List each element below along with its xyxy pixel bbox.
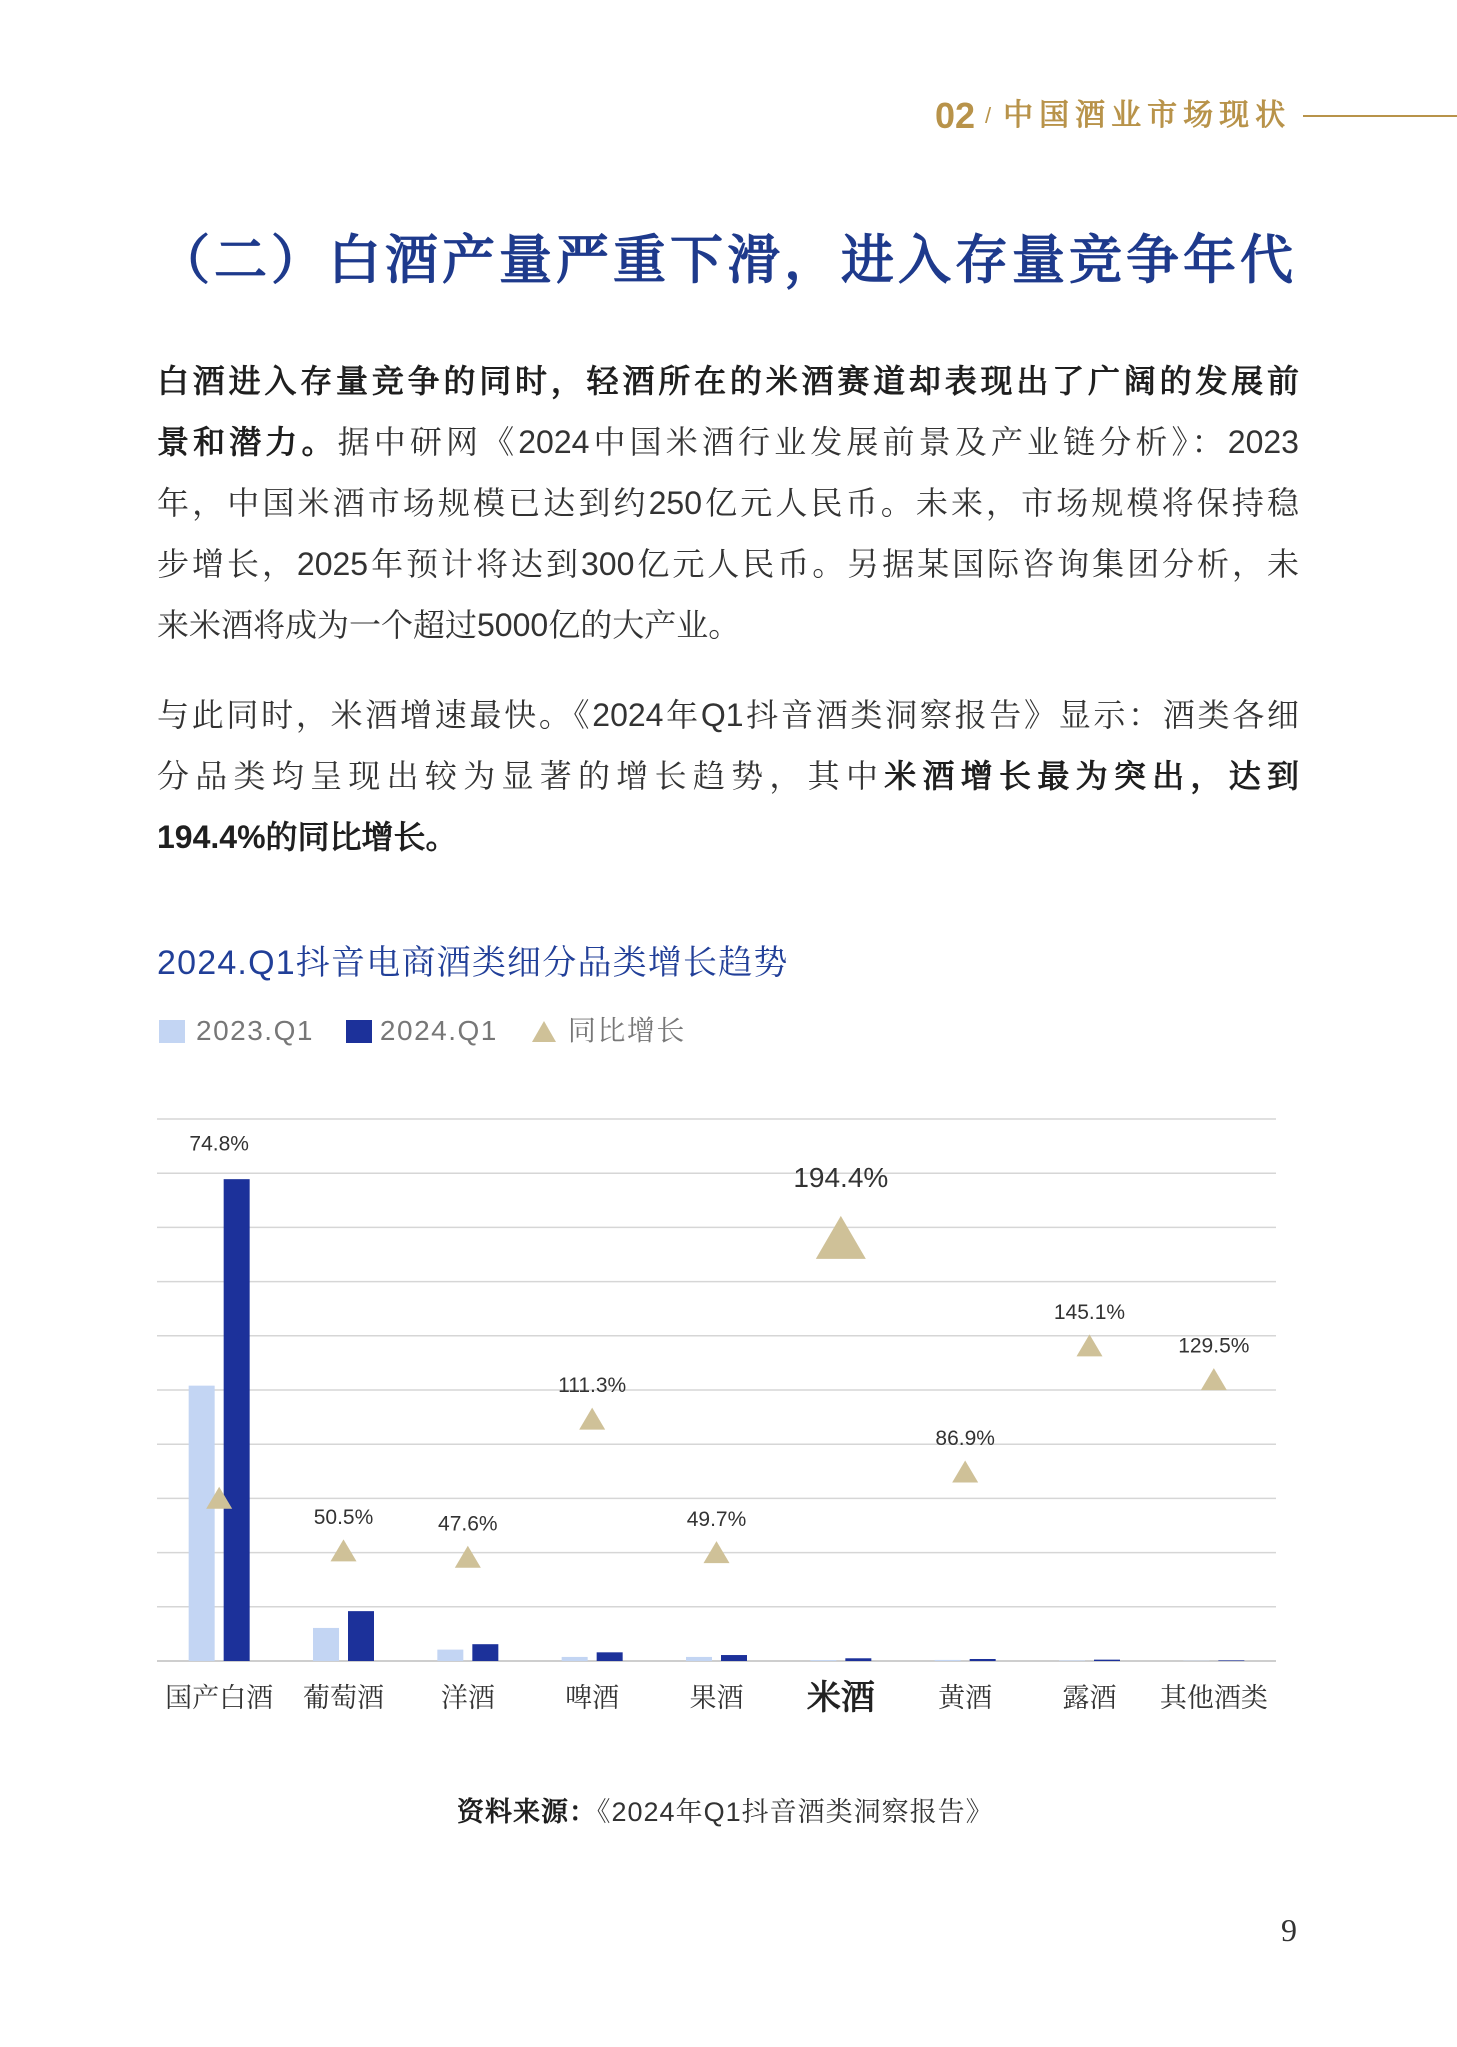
chapter-separator: /	[985, 103, 992, 128]
paragraph-line	[157, 351, 1299, 412]
bar-2024q1-6	[970, 1659, 996, 1661]
bar-2023q1-5	[810, 1660, 836, 1661]
category-label-8: 其他酒类	[1159, 1683, 1268, 1713]
growth-label-6: 86.9%	[935, 1427, 995, 1451]
legend-label-2024q1: 2024.Q1	[379, 1015, 498, 1046]
legend-item-2023q1	[159, 1016, 314, 1046]
growth-marker-5	[816, 1216, 866, 1259]
growth-marker-6	[952, 1461, 978, 1483]
triangle-marker-icon	[532, 1021, 556, 1042]
growth-label-7: 145.1%	[1053, 1300, 1126, 1324]
bar-2024q1-3	[597, 1652, 623, 1661]
growth-marker-7	[1077, 1334, 1103, 1356]
growth-marker-1	[331, 1539, 357, 1561]
bar-2023q1-7	[1059, 1660, 1085, 1661]
growth-label-0: 74.8%	[189, 1132, 249, 1156]
category-label-5: 米酒	[806, 1679, 875, 1717]
legend-swatch-2024q1	[346, 1020, 372, 1043]
bold-text: 白酒进入存量竞争的同时，轻酒所在的米酒赛道却表现出了广阔的发展前	[157, 363, 1299, 399]
bar-2023q1-4	[686, 1657, 712, 1661]
legend-item-2024q1	[346, 1016, 498, 1046]
bar-2023q1-2	[437, 1650, 463, 1661]
growth-label-4: 49.7%	[686, 1507, 747, 1531]
growth-label-1: 50.5%	[313, 1506, 374, 1530]
category-label-0: 国产白酒	[165, 1683, 274, 1713]
paragraph-line: 来米酒将成为一个超过5000亿的大产业。	[157, 607, 741, 643]
legend-label-yoy-growth: 同比增长	[567, 1015, 686, 1046]
growth-marker-8	[1201, 1368, 1227, 1390]
body-text: 据中研网《2024中国米酒行业发展前景及产业链分析》：2023	[337, 424, 1299, 460]
chapter-header	[935, 96, 1457, 136]
bar-2024q1-5	[845, 1658, 871, 1661]
legend-swatch-2023q1	[159, 1020, 185, 1043]
category-label-2: 洋酒	[440, 1683, 495, 1713]
chart-title: 2024.Q1抖音电商酒类细分品类增长趋势	[157, 944, 789, 982]
header-rule	[1303, 115, 1457, 117]
bar-2024q1-1	[348, 1611, 374, 1661]
category-label-7: 露酒	[1062, 1683, 1117, 1713]
bar-2023q1-3	[562, 1657, 588, 1661]
paragraph-line	[157, 807, 1299, 868]
paragraph-line	[157, 412, 1299, 473]
bold-text: 米酒增长最为突出，达到	[884, 758, 1299, 794]
growth-paragraph	[157, 685, 1299, 868]
growth-label-8: 129.5%	[1178, 1334, 1250, 1358]
legend-label-2023q1: 2023.Q1	[196, 1015, 314, 1046]
bar-2023q1-1	[313, 1628, 339, 1661]
paragraph-line: 步增长，2025年预计将达到300亿元人民币。另据某国际咨询集团分析，未	[157, 546, 1299, 582]
bar-2024q1-0	[224, 1179, 250, 1661]
bar-2023q1-6	[935, 1660, 961, 1661]
growth-label-2: 47.6%	[438, 1512, 498, 1536]
bold-text: 景和潜力。	[157, 424, 338, 460]
intro-paragraph	[157, 351, 1299, 656]
category-label-1: 葡萄酒	[303, 1683, 384, 1713]
growth-marker-3	[579, 1408, 605, 1430]
bar-2024q1-8	[1218, 1660, 1244, 1661]
category-label-4: 果酒	[689, 1683, 744, 1713]
paragraph-line	[157, 746, 1299, 807]
growth-label-3: 111.3%	[558, 1374, 627, 1398]
section-title: （二）白酒产量严重下滑，进入存量竞争年代	[157, 231, 1297, 290]
page-number: 9	[1281, 1912, 1297, 1948]
growth-bar-chart	[120, 1080, 1340, 1740]
bar-2023q1-0	[189, 1386, 215, 1661]
growth-marker-2	[455, 1546, 481, 1568]
paragraph-line: 年，中国米酒市场规模已达到约250亿元人民币。未来，市场规模将保持稳	[157, 485, 1299, 521]
bar-2024q1-2	[472, 1644, 498, 1661]
legend-triangle-icon	[531, 1020, 557, 1043]
source-note	[457, 1794, 994, 1830]
chapter-title: 中国酒业市场现状	[1003, 99, 1292, 132]
paragraph-line: 与此同时，米酒增速最快。《2024年Q1抖音酒类洞察报告》显示：酒类各细	[157, 697, 1299, 733]
category-label-6: 黄酒	[938, 1683, 993, 1713]
bold-text: 194.4%的同比增长。	[157, 819, 458, 855]
growth-label-5: 194.4%	[793, 1162, 889, 1194]
source-label: 资料来源：	[457, 1797, 597, 1827]
bar-2024q1-4	[721, 1655, 747, 1661]
source-text: 《2024年Q1抖音酒类洞察报告》	[597, 1797, 994, 1827]
bar-2024q1-7	[1094, 1660, 1120, 1661]
chart-legend	[159, 1016, 686, 1046]
chapter-number: 02	[935, 95, 976, 136]
body-text: 分品类均呈现出较为显著的增长趋势，其中	[157, 758, 885, 794]
category-label-3: 啤酒	[565, 1683, 620, 1713]
legend-item-yoy-growth	[531, 1016, 686, 1046]
